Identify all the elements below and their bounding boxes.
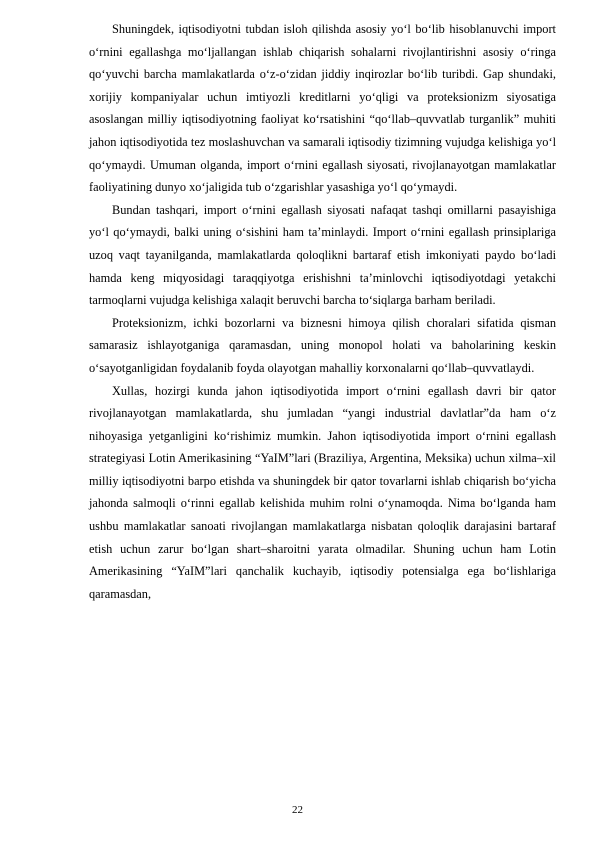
paragraph-4: Xullas, hozirgi kunda jahon iqtisodiyotida import o‘rnini egallash davri bir qator rivojlanayotgan mamlakatlarda, shu jumladan “yangi industrial davlatlar”da ham o‘z nihoyasiga yetganligini ko‘rishimiz mumkin. Jahon iqtisodiyotida import o‘rnini egallash strategiyasi Lotin Amerikasining “YaIM”lari (Braziliya, Argentina, Meksika) uchun xilma–xil milliy iqtisodiyotni barpo etishda va shuningdek bir qator tovarlarni ishlab chiqarish bo‘yicha jahonda salmoqli o‘rinni egallab kelishida muhim rolni o‘ynamoqda. Nima bo‘lganda ham ushbu mamlakatlar sanoati rivojlangan mamlakatlarga nisbatan qoloqlik darajasini bartaraf etish uchun zarur bo‘lgan shart–sharoitni yarata olmadilar. Shuning uchun ham Lotin Amerikasining “YaIM”lari qanchalik kuchayib, iqtisodiy potensialga ega bo‘lishlariga qaramasdan, [89,383,556,601]
paragraph-1: Shuningdek, iqtisodiyotni tubdan isloh qilishda asosiy yo‘l bo‘lib hisoblanuvchi import o‘rnini egallashga mo‘ljallangan ishlab chiqarish sohalarni rivojlantirishni asosiy o‘ringa qo‘yuvchi barcha mamlakatlarda o‘z-o‘zidan jiddiy inqirozlar bo‘lib turibdi. Gap shundaki, xorijiy kompaniyalar uchun imtiyozli kreditlarni yo‘qligi va proteksionizm siyosatiga asoslangan milliy iqtisodiyotning faoliyat ko‘rsatishini “qo‘llab–quvvatlab turganlik” muhiti jahon iqtisodiyotida tez moslashuvchan va samarali iqtisodiy tizimning vujudga kelishiga yo‘l qo‘ymaydi. Umuman olganda, import o‘rnini egallash siyosati, rivojlanayotgan mamlakatlar faoliyatining dunyo xo‘jaligida tub o‘zgarishlar yasashiga yo‘l qo‘ymaydi. [89,22,556,195]
page-number: 22 [292,804,303,816]
paragraph-3: Proteksionizm, ichki bozorlarni va biznesni himoya qilish choralari sifatida qisman samarasiz ishlayotganiga qaramasdan, uning monopol holati va baholarining keskin o‘sayotganligidan foydalanib foyda olayotgan mahalliy korxonalarni qo‘llab–quvvatlaydi. [89,315,556,375]
paragraph-2: Bundan tashqari, import o‘rnini egallash siyosati nafaqat tashqi omillarni pasayishiga yo‘l qo‘ymaydi, balki uning o‘sishini ham ta’minlaydi. Import o‘rnini egallash prinsiplariga uzoq vaqt tayanilganda, mamlakatlarda qoloqlikni bartaraf etish imkoniyati paydo bo‘ladi hamda keng miqyosidagi taraqqiyotga erishishni ta’minlovchi iqtisodiyotdagi yetakchi tarmoqlarni vujudga kelishiga xalaqit beruvchi barcha to‘siqlarga barham beriladi. [89,202,556,308]
document-page [89,18,556,605]
